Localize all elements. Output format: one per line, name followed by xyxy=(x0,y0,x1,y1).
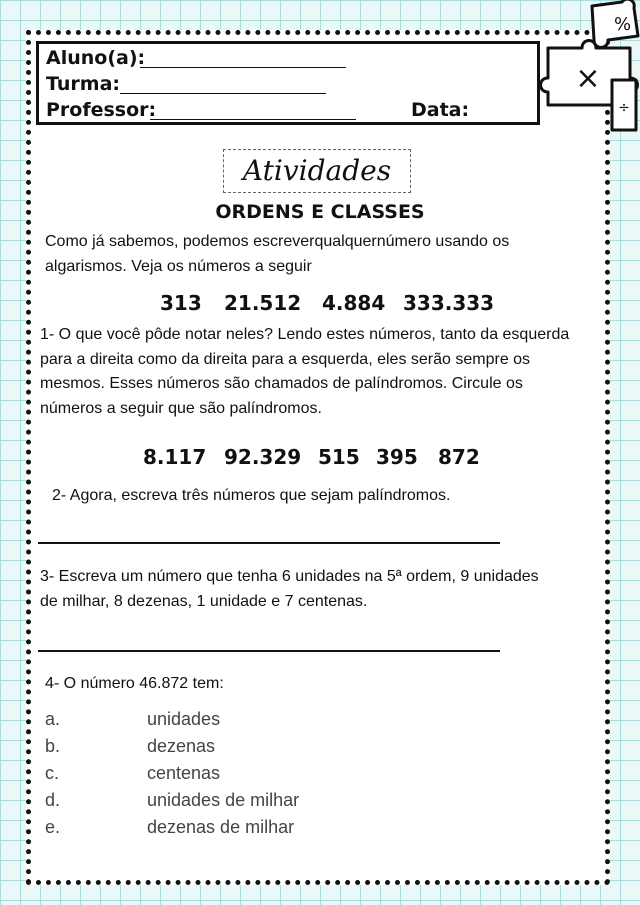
example-number: 21.512 xyxy=(224,291,302,315)
svg-text:%: % xyxy=(614,14,632,35)
question-2-text: 2- Agora, escreva três números que sejam palíndromos. xyxy=(52,487,451,504)
q3-answer-line[interactable] xyxy=(38,650,500,652)
option-letter: b. xyxy=(45,736,61,756)
intro-text: Como já sabemos, podemos escreverqualquernúmero usando os algarismos. Veja os números a seguir xyxy=(45,233,510,275)
q1-numbers xyxy=(0,445,640,471)
svg-text:×: × xyxy=(575,61,601,96)
option-text[interactable]: unidades de milhar xyxy=(147,790,300,810)
palindrome-candidate[interactable]: 8.117 xyxy=(143,445,207,469)
professor-label: Professor: xyxy=(46,99,157,121)
palindrome-candidate[interactable]: 395 xyxy=(376,445,418,469)
page-subtitle: ORDENS E CLASSES xyxy=(215,201,425,223)
professor-input-line[interactable] xyxy=(150,119,356,120)
data-label: Data: xyxy=(411,99,470,121)
question-4-text: 4- O número 46.872 tem: xyxy=(45,675,224,692)
option-letter: a. xyxy=(45,709,61,729)
option-text[interactable]: centenas xyxy=(147,763,221,783)
palindrome-candidate[interactable]: 515 xyxy=(318,445,360,469)
puzzle-math-icon xyxy=(530,0,640,135)
option-letter: c. xyxy=(45,763,60,783)
option-text[interactable]: dezenas de milhar xyxy=(147,817,295,837)
title-box xyxy=(223,149,411,193)
question-1-text: 1- O que você pôde notar neles? Lendo estes números, tanto da esquerda para a direita como da direita para a esquerda, eles serão sempre os mesmos. Esses números são chamados de palíndromos. Circule os números a seguir que são palíndromos. xyxy=(40,326,570,417)
question-3-text: 3- Escreva um número que tenha 6 unidades na 5ª ordem, 9 unidades de milhar, 8 dezenas, 1 unidade e 7 centenas. xyxy=(40,568,539,610)
aluno-label: Aluno(a): xyxy=(46,47,146,69)
example-number: 4.884 xyxy=(322,291,386,315)
q2-answer-line[interactable] xyxy=(38,542,500,544)
option-text[interactable]: unidades xyxy=(147,709,221,729)
turma-label: Turma: xyxy=(46,73,120,95)
example-number: 313 xyxy=(160,291,202,315)
option-text[interactable]: dezenas xyxy=(147,736,216,756)
palindrome-candidate[interactable]: 872 xyxy=(438,445,480,469)
option-letter: d. xyxy=(45,790,61,810)
svg-text:÷: ÷ xyxy=(618,100,630,116)
example-numbers xyxy=(0,291,640,317)
page-title: Atividades xyxy=(242,154,392,187)
example-number: 333.333 xyxy=(403,291,495,315)
turma-input-line[interactable] xyxy=(120,93,326,94)
palindrome-candidate[interactable]: 92.329 xyxy=(224,445,302,469)
option-letter: e. xyxy=(45,817,61,837)
aluno-input-line[interactable] xyxy=(140,67,346,68)
